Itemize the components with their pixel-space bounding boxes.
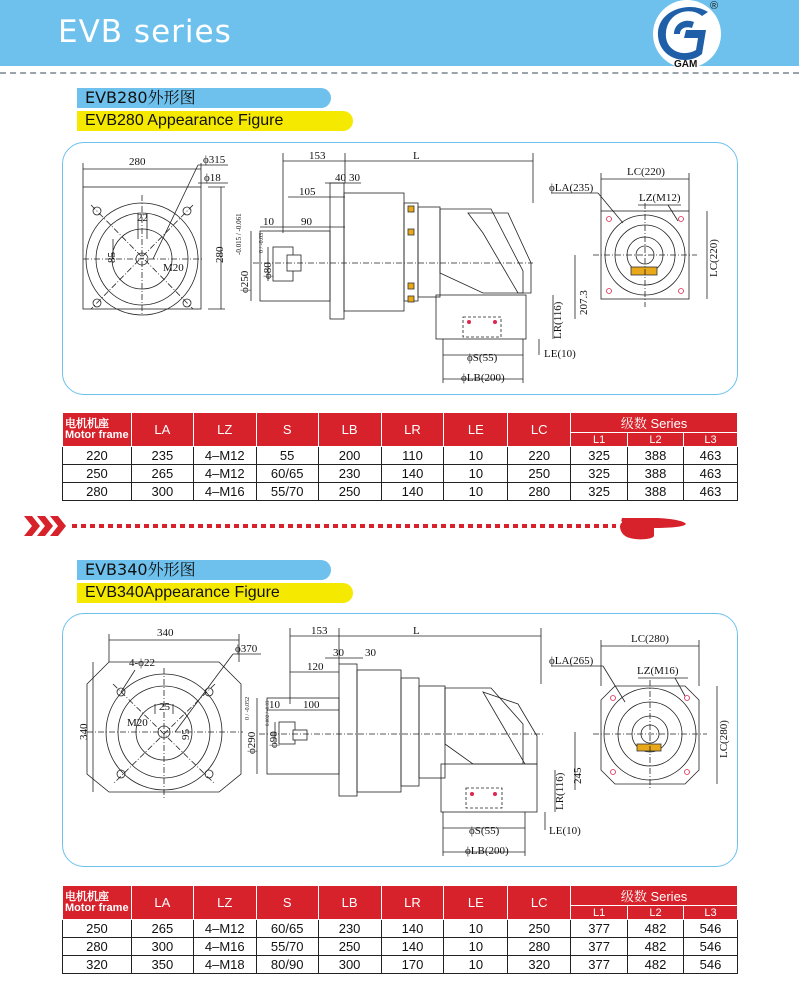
front-height-label: 340 [78, 723, 90, 740]
section-separator [24, 512, 694, 542]
side-153-label: 153 [309, 150, 326, 162]
header-L1: L1 [571, 433, 628, 447]
cell: 280 [63, 483, 132, 501]
side-view [245, 625, 584, 857]
cell: 377 [571, 956, 628, 974]
side-30b-label: 30 [365, 647, 376, 659]
side-shaft-dia-label: ϕ80 [262, 262, 274, 279]
cell: 300 [131, 483, 193, 501]
cell: 388 [628, 483, 684, 501]
cell: 4–M16 [193, 483, 256, 501]
front-shaft-label: 95 [180, 729, 192, 740]
header-L3: L3 [683, 906, 737, 920]
front-pcd-label: ϕ315 [203, 154, 226, 166]
cell: 220 [508, 447, 571, 465]
cell: 388 [628, 465, 684, 483]
cell: 265 [131, 920, 193, 938]
side-207-label: 207.3 [578, 290, 590, 315]
header-S: S [256, 886, 318, 920]
cell: 250 [508, 920, 571, 938]
cell: 463 [683, 483, 737, 501]
logo-brand: GAM [674, 59, 698, 70]
table-row [63, 465, 738, 483]
cell: 10 [444, 447, 508, 465]
front-shaft-label: 85 [106, 252, 118, 263]
cell: 377 [571, 938, 628, 956]
section2-title-cn: EVB340外形图 [77, 560, 331, 580]
header-LB: LB [318, 886, 381, 920]
side-S-label: ϕS(55) [469, 825, 500, 837]
side-30-label: 30 [349, 172, 360, 184]
header-series: 级数 Series [571, 886, 738, 906]
registered-mark: ® [710, 0, 719, 12]
side-L-label: L [413, 150, 420, 162]
right-view [549, 633, 730, 790]
table-row [63, 938, 738, 956]
cell: 325 [571, 483, 628, 501]
cell: 4–M12 [193, 447, 256, 465]
side-shaft-tol-label: 0.002 / -0.03 [266, 700, 271, 726]
side-LB-label: ϕLB(200) [465, 845, 509, 857]
cell: 320 [63, 956, 132, 974]
cell: 4–M12 [193, 465, 256, 483]
cell: 200 [318, 447, 381, 465]
cell: 4–M12 [193, 920, 256, 938]
side-100-label: 100 [303, 699, 320, 711]
header-LZ: LZ [193, 413, 256, 447]
cell: 320 [508, 956, 571, 974]
cell: 10 [444, 956, 508, 974]
cell: 10 [444, 920, 508, 938]
cell: 140 [381, 465, 444, 483]
header-L2: L2 [628, 906, 684, 920]
side-flange-tol-label: -0.015 / -0.061 [235, 213, 243, 255]
cell: 250 [63, 920, 132, 938]
cell: 463 [683, 465, 737, 483]
header-LR: LR [381, 413, 444, 447]
side-LE-label: LE(10) [544, 348, 576, 360]
cell: 140 [381, 483, 444, 501]
header-motor-frame: 电机机座 Motor frame [63, 413, 132, 447]
cell: 280 [508, 938, 571, 956]
side-LB-label: ϕLB(200) [461, 372, 505, 384]
front-width-label: 340 [157, 627, 174, 639]
cell: 250 [318, 938, 381, 956]
cell: 377 [571, 920, 628, 938]
cell: 280 [508, 483, 571, 501]
right-LCv-label: LC(280) [718, 720, 730, 758]
cell: 110 [381, 447, 444, 465]
side-10-label: 10 [269, 699, 280, 711]
right-LA-label: ϕLA(235) [549, 182, 594, 194]
side-30a-label: 30 [333, 647, 344, 659]
table-row [63, 483, 738, 501]
front-thread-label: M20 [163, 262, 184, 274]
header-L3: L3 [683, 433, 737, 447]
header-divider [0, 72, 799, 74]
cell: 80/90 [256, 956, 318, 974]
header-LC: LC [508, 413, 571, 447]
pointing-hand-icon [619, 518, 686, 539]
header-motor-frame: 电机机座 Motor frame [63, 886, 132, 920]
right-LC-label: LC(220) [627, 166, 665, 178]
front-view [83, 154, 228, 315]
cell: 55/70 [256, 483, 318, 501]
side-120-label: 120 [307, 661, 324, 673]
header-LR: LR [381, 886, 444, 920]
cell: 60/65 [256, 920, 318, 938]
side-shaft-dia-label: ϕ90 [268, 731, 280, 748]
cell: 250 [508, 465, 571, 483]
side-105-label: 105 [299, 186, 316, 198]
cell: 4–M18 [193, 956, 256, 974]
front-key-label: 22 [137, 212, 148, 224]
header-LA: LA [131, 886, 193, 920]
section2-drawing-panel [62, 613, 738, 867]
header-LE: LE [444, 886, 508, 920]
cell: 10 [444, 465, 508, 483]
cell: 140 [381, 920, 444, 938]
right-LC-label: LC(280) [631, 633, 669, 645]
cell: 230 [318, 465, 381, 483]
right-LCv-label: LC(220) [708, 239, 720, 277]
front-height-label: 280 [214, 246, 226, 263]
front-key-label: 25 [159, 701, 170, 713]
cell: 325 [571, 465, 628, 483]
header-LE: LE [444, 413, 508, 447]
side-shaft-tol-label: 0 / -0.03 [259, 232, 265, 253]
cell: 230 [318, 920, 381, 938]
cell: 463 [683, 447, 737, 465]
side-flange-dia-label: ϕ290 [246, 731, 258, 754]
evb340-drawing [63, 614, 737, 866]
header-L2: L2 [628, 433, 684, 447]
cell: 265 [131, 465, 193, 483]
header-LZ: LZ [193, 886, 256, 920]
side-S-label: ϕS(55) [467, 352, 498, 364]
cell: 546 [683, 956, 737, 974]
table-row [63, 920, 738, 938]
side-LR-label: LR(116) [554, 772, 566, 810]
cell: 10 [444, 938, 508, 956]
chevron-right-icon [24, 516, 66, 536]
cell: 388 [628, 447, 684, 465]
side-view [235, 150, 590, 384]
right-LZ-label: LZ(M12) [639, 192, 681, 204]
table-row [63, 447, 738, 465]
header-L1: L1 [571, 906, 628, 920]
side-flange-dia-label: ϕ250 [239, 270, 251, 293]
right-LA-label: ϕLA(265) [549, 655, 594, 667]
header-LB: LB [318, 413, 381, 447]
cell: 300 [131, 938, 193, 956]
cell: 482 [628, 920, 684, 938]
table-row [63, 956, 738, 974]
front-width-label: 280 [129, 156, 146, 168]
cell: 60/65 [256, 465, 318, 483]
evb340-spec-table [62, 885, 738, 974]
cell: 280 [63, 938, 132, 956]
cell: 325 [571, 447, 628, 465]
cell: 250 [63, 465, 132, 483]
cell: 546 [683, 920, 737, 938]
front-pcd-label: ϕ370 [235, 643, 258, 655]
header-S: S [256, 413, 318, 447]
header-LC: LC [508, 886, 571, 920]
cell: 10 [444, 483, 508, 501]
header-LA: LA [131, 413, 193, 447]
section1-title-cn: EVB280外形图 [77, 88, 331, 108]
front-hole-label: 4-ϕ22 [129, 657, 155, 669]
side-L-label: L [413, 625, 420, 637]
cell: 350 [131, 956, 193, 974]
cell: 300 [318, 956, 381, 974]
section2-title-en: EVB340Appearance Figure [77, 583, 353, 603]
cell: 140 [381, 938, 444, 956]
side-LE-label: LE(10) [549, 825, 581, 837]
cell: 546 [683, 938, 737, 956]
evb280-drawing [63, 143, 737, 394]
cell: 220 [63, 447, 132, 465]
side-40-label: 40 [335, 172, 346, 184]
cell: 235 [131, 447, 193, 465]
cell: 55 [256, 447, 318, 465]
header-series: 级数 Series [571, 413, 738, 433]
side-flange-tol-label: 0 / -0.052 [245, 696, 251, 720]
front-hole-label: ϕ18 [204, 172, 221, 184]
section1-title-en: EVB280 Appearance Figure [77, 111, 353, 131]
cell: 482 [628, 956, 684, 974]
cell: 55/70 [256, 938, 318, 956]
right-LZ-label: LZ(M16) [637, 665, 679, 677]
section1-drawing-panel [62, 142, 738, 395]
side-245-label: 245 [572, 767, 584, 784]
side-LR-label: LR(116) [552, 301, 564, 339]
evb280-spec-table [62, 412, 738, 501]
side-10-label: 10 [263, 216, 274, 228]
cell: 170 [381, 956, 444, 974]
front-view [78, 627, 261, 798]
front-thread-label: M20 [127, 717, 148, 729]
cell: 482 [628, 938, 684, 956]
side-153-label: 153 [311, 625, 328, 637]
page-title: EVB series [58, 14, 232, 50]
side-90-label: 90 [301, 216, 312, 228]
cell: 250 [318, 483, 381, 501]
cell: 4–M16 [193, 938, 256, 956]
